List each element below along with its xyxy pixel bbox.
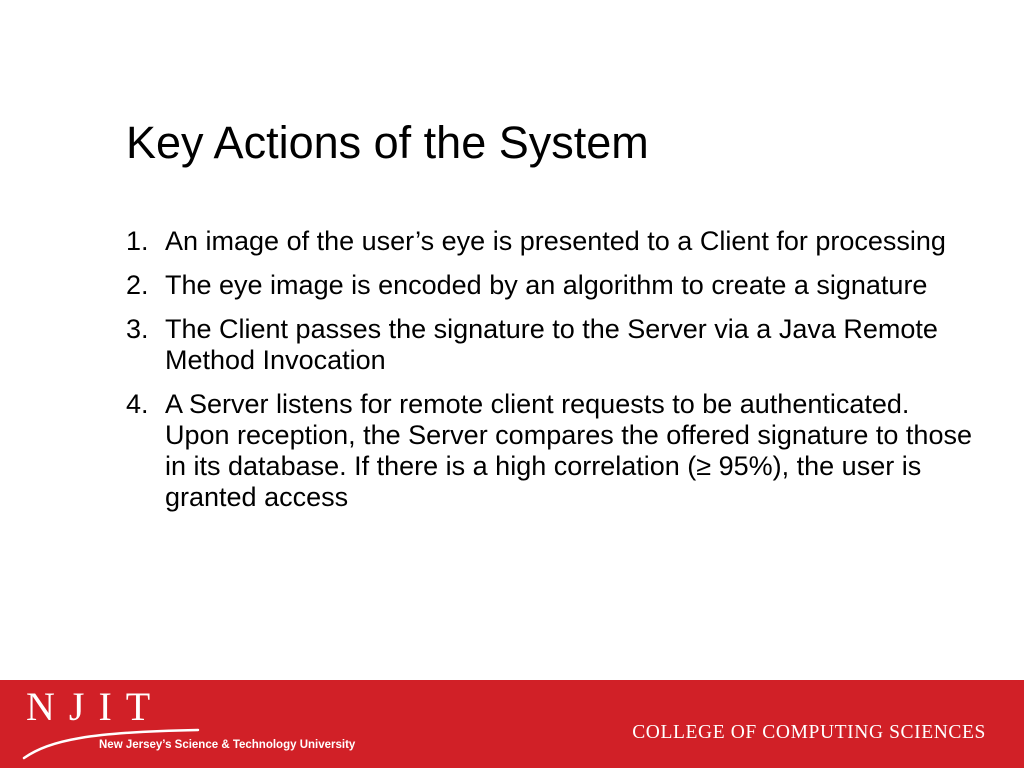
list-item-number: 1. xyxy=(126,226,149,256)
njit-logo-text: NJIT xyxy=(26,684,165,729)
list-item-text: The eye image is encoded by an algorithm to create a signature xyxy=(165,270,928,300)
list-item xyxy=(126,389,976,513)
list-item-text: A Server listens for remote client requests to be authenticated. Upon reception, the Server compares the offered signature to those in its database. If there is a high correlation (≥ 95%), the user is granted access xyxy=(165,389,972,512)
list-item xyxy=(126,314,976,376)
list-item-text: An image of the user’s eye is presented to a Client for processing xyxy=(165,226,946,256)
list-item-number: 2. xyxy=(126,270,149,300)
numbered-list xyxy=(126,226,976,526)
list-item-number: 3. xyxy=(126,314,149,344)
list-item xyxy=(126,270,976,301)
list-item-text: The Client passes the signature to the Server via a Java Remote Method Invocation xyxy=(165,314,938,375)
logo-tagline: New Jersey’s Science & Technology University xyxy=(99,739,356,751)
list-item-number: 4. xyxy=(126,389,149,419)
slide-title: Key Actions of the System xyxy=(126,117,649,168)
logo-swoosh-icon xyxy=(20,712,200,762)
list-item xyxy=(126,226,976,257)
college-name: COLLEGE OF COMPUTING SCIENCES xyxy=(632,722,986,743)
